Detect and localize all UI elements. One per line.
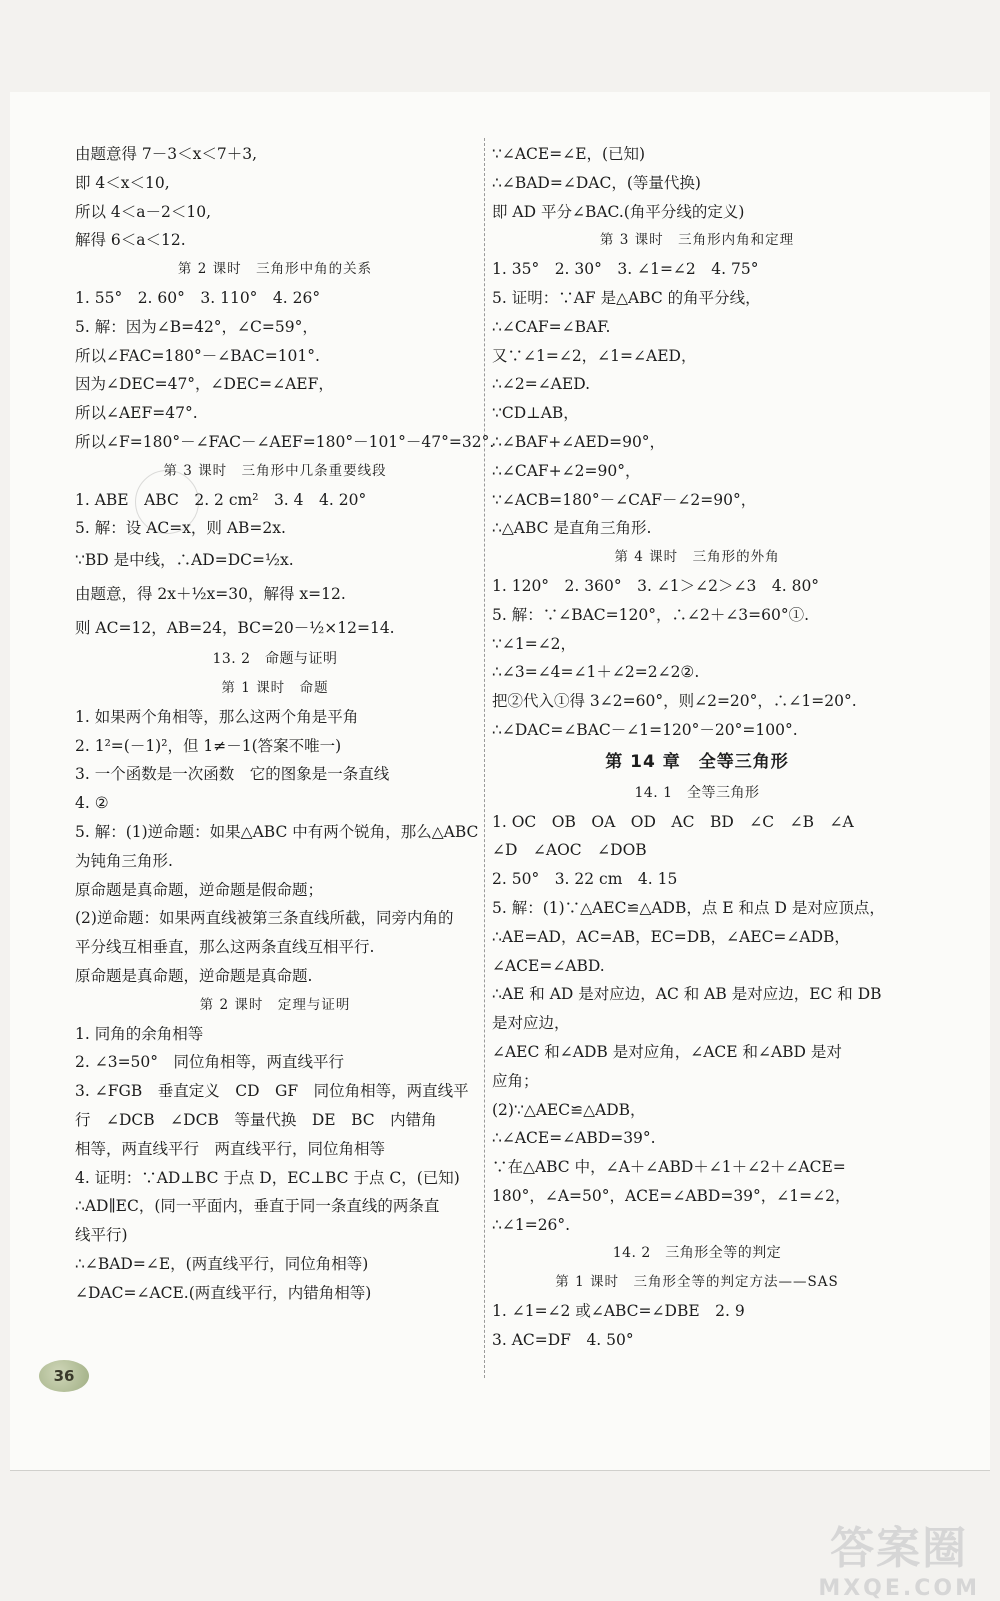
answer-line: 所以∠AEF=47°. xyxy=(75,404,198,423)
page-number-badge xyxy=(38,1357,90,1395)
section-heading: 13. 2 命题与证明 xyxy=(212,651,338,668)
answer-line: ∠ACE=∠ABD. xyxy=(492,956,605,975)
lesson-heading: 第 3 课时 三角形中几条重要线段 xyxy=(163,462,387,479)
column-divider xyxy=(484,138,485,1378)
footer-rule xyxy=(10,1470,990,1471)
watermark-url: MXQE.COM xyxy=(818,1576,980,1601)
answer-line: ∴∠BAD=∠E，(两直线平行，同位角相等) xyxy=(75,1254,369,1273)
answer-line: 2. 50° 3. 22 cm 4. 15 xyxy=(492,870,678,889)
right-column xyxy=(492,140,902,1355)
answer-line: 由题意得 7－3＜x＜7＋3, xyxy=(75,145,258,163)
answer-line: 3. 一个函数是一次函数 它的图象是一条直线 xyxy=(75,765,390,784)
answer-line: 180°，∠A=50°，ACE=∠ABD=39°，∠1=∠2， xyxy=(492,1186,851,1205)
answer-line: 把②代入①得 3∠2=60°，则∠2=20°，∴∠1=20°. xyxy=(492,692,857,711)
answer-line: 则 AC=12，AB=24，BC=20－½×12=14. xyxy=(75,619,395,638)
site-watermark xyxy=(818,1512,980,1601)
answer-line: ∠AEC 和∠ADB 是对应角，∠ACE 和∠ABD 是对 xyxy=(492,1042,842,1061)
watermark-text: 答案圈 xyxy=(830,1523,969,1574)
lesson-heading: 第 1 课时 三角形全等的判定方法——SAS xyxy=(555,1274,839,1291)
answer-line: 4. 证明：∵AD⊥BC 于点 D，EC⊥BC 于点 C，(已知) xyxy=(75,1168,460,1187)
answer-line: ∴△ABC 是直角三角形. xyxy=(492,519,652,538)
answer-line: ∠D ∠AOC ∠DOB xyxy=(492,841,647,860)
answer-line: 1. 如果两个角相等，那么这两个角是平角 xyxy=(75,707,359,726)
answer-line: 原命题是真命题，逆命题是真命题. xyxy=(75,966,313,985)
lesson-heading: 第 1 课时 命题 xyxy=(221,679,329,696)
answer-line: ∵∠ACE=∠E，(已知) xyxy=(492,145,646,163)
answer-line: 又∵∠1=∠2，∠1=∠AED， xyxy=(492,346,697,365)
answer-line: 行 ∠DCB ∠DCB 等量代换 DE BC 内错角 xyxy=(75,1110,437,1129)
answer-line: 5. 解：(1)∵△AEC≌△ADB，点 E 和点 D 是对应顶点， xyxy=(492,898,885,917)
answer-line: ∠DAC=∠ACE.(两直线平行，内错角相等) xyxy=(75,1283,372,1302)
answer-line: ∵CD⊥AB， xyxy=(492,404,579,423)
answer-line: 即 AD 平分∠BAC.(角平分线的定义) xyxy=(492,202,745,221)
answer-line: 所以∠F=180°－∠FAC－∠AEF=180°－101°－47°=32°. xyxy=(75,432,495,451)
answer-line: 解得 6＜a＜12. xyxy=(75,231,186,250)
answer-line: 4. ② xyxy=(75,794,109,813)
lesson-heading: 第 2 课时 三角形中角的关系 xyxy=(177,261,373,278)
answer-line: ∴∠2=∠AED. xyxy=(492,375,590,394)
answer-line: 是对应边， xyxy=(492,1014,570,1033)
answer-line: ∵在△ABC 中，∠A＋∠ABD＋∠1＋∠2＋∠ACE= xyxy=(492,1158,846,1177)
answer-line: ∴AE 和 AD 是对应边，AC 和 AB 是对应边，EC 和 DB xyxy=(492,985,882,1004)
answer-line: 由题意，得 2x＋½x=30，解得 x=12. xyxy=(75,585,346,604)
answer-line: 5. 解：(1)逆命题：如果△ABC 中有两个锐角，那么△ABC xyxy=(75,822,479,841)
answer-line: 5. 解：设 AC=x，则 AB=2x. xyxy=(75,519,286,538)
answer-line: 3. AC=DF 4. 50° xyxy=(492,1330,634,1349)
answer-line: 应角； xyxy=(492,1071,539,1090)
section-heading: 14. 1 全等三角形 xyxy=(634,784,760,801)
answer-line: ∴∠1=26°. xyxy=(492,1215,571,1234)
answer-line: 1. ABE ABC 2. 2 cm² 3. 4 4. 20° xyxy=(75,490,367,509)
answer-line: 2. 1²=(－1)²，但 1≠－1(答案不唯一) xyxy=(75,736,342,755)
answer-line: 1. OC OB OA OD AC BD ∠C ∠B ∠A xyxy=(492,812,854,831)
answer-line: 线平行) xyxy=(75,1226,128,1245)
answer-line: ∴∠BAF+∠AED=90°， xyxy=(492,432,666,451)
chapter-heading: 第 14 章 全等三角形 xyxy=(605,751,789,772)
section-heading: 14. 2 三角形全等的判定 xyxy=(612,1245,782,1262)
answer-line: 平分线互相垂直，那么这两条直线互相平行. xyxy=(75,938,375,957)
answer-line: 3. ∠FGB 垂直定义 CD GF 同位角相等，两直线平 xyxy=(75,1082,469,1101)
answer-line: ∴AD∥EC，(同一平面内，垂直于同一条直线的两条直 xyxy=(75,1197,440,1216)
answer-line: 1. 35° 2. 30° 3. ∠1=∠2 4. 75° xyxy=(492,260,759,279)
answer-line: 相等，两直线平行 两直线平行，同位角相等 xyxy=(75,1139,386,1158)
answer-line: 所以 4＜a－2＜10, xyxy=(75,202,212,221)
answer-line: 5. 解：∵∠BAC=120°，∴∠2＋∠3=60°①. xyxy=(492,605,810,624)
answer-line: ∴AE=AD，AC=AB，EC=DB，∠AEC=∠ADB， xyxy=(492,927,850,946)
answer-line: ∴∠CAF=∠BAF. xyxy=(492,317,611,336)
answer-line: ∴∠3=∠4=∠1＋∠2=2∠2②. xyxy=(492,663,700,682)
answer-line: ∴∠ACE=∠ABD=39°. xyxy=(492,1129,656,1148)
answer-line: 2. ∠3=50° 同位角相等，两直线平行 xyxy=(75,1053,345,1072)
answer-line: ∴∠CAF+∠2=90°， xyxy=(492,461,641,480)
answer-line: 1. ∠1=∠2 或∠ABC=∠DBE 2. 9 xyxy=(492,1302,745,1321)
answer-line: 因为∠DEC=47°，∠DEC=∠AEF， xyxy=(75,375,334,394)
answer-line: 5. 解：因为∠B=42°，∠C=59°， xyxy=(75,317,318,336)
answer-line: ∵∠1=∠2， xyxy=(492,634,577,653)
answer-line: 即 4＜x＜10, xyxy=(75,173,170,192)
answer-line: ∵BD 是中线，∴AD=DC=½x. xyxy=(75,551,294,570)
answer-line: 所以∠FAC=180°－∠BAC=101°. xyxy=(75,346,320,365)
answer-line: ∴∠DAC=∠BAC－∠1=120°－20°=100°. xyxy=(492,720,798,739)
answer-line: 1. 同角的余角相等 xyxy=(75,1024,204,1043)
answer-line: 5. 证明：∵AF 是△ABC 的角平分线， xyxy=(492,288,761,307)
answer-line: (2)逆命题：如果两直线被第三条直线所截，同旁内角的 xyxy=(75,909,454,928)
answer-line: 原命题是真命题，逆命题是假命题； xyxy=(75,880,324,899)
lesson-heading: 第 2 课时 定理与证明 xyxy=(199,996,351,1013)
lesson-heading: 第 3 课时 三角形内角和定理 xyxy=(599,232,795,249)
answer-line: (2)∵△AEC≌△ADB， xyxy=(492,1100,646,1119)
answer-line: 为钝角三角形. xyxy=(75,851,173,870)
answer-line: ∴∠BAD=∠DAC，(等量代换) xyxy=(492,173,701,192)
page-number: 36 xyxy=(53,1367,75,1385)
lesson-heading: 第 4 课时 三角形的外角 xyxy=(614,549,780,566)
answer-line: 1. 55° 2. 60° 3. 110° 4. 26° xyxy=(75,288,321,307)
left-column xyxy=(75,140,495,1307)
answer-line: ∵∠ACB=180°－∠CAF－∠2=90°， xyxy=(492,490,757,509)
answer-line: 1. 120° 2. 360° 3. ∠1＞∠2＞∠3 4. 80° xyxy=(492,576,820,595)
